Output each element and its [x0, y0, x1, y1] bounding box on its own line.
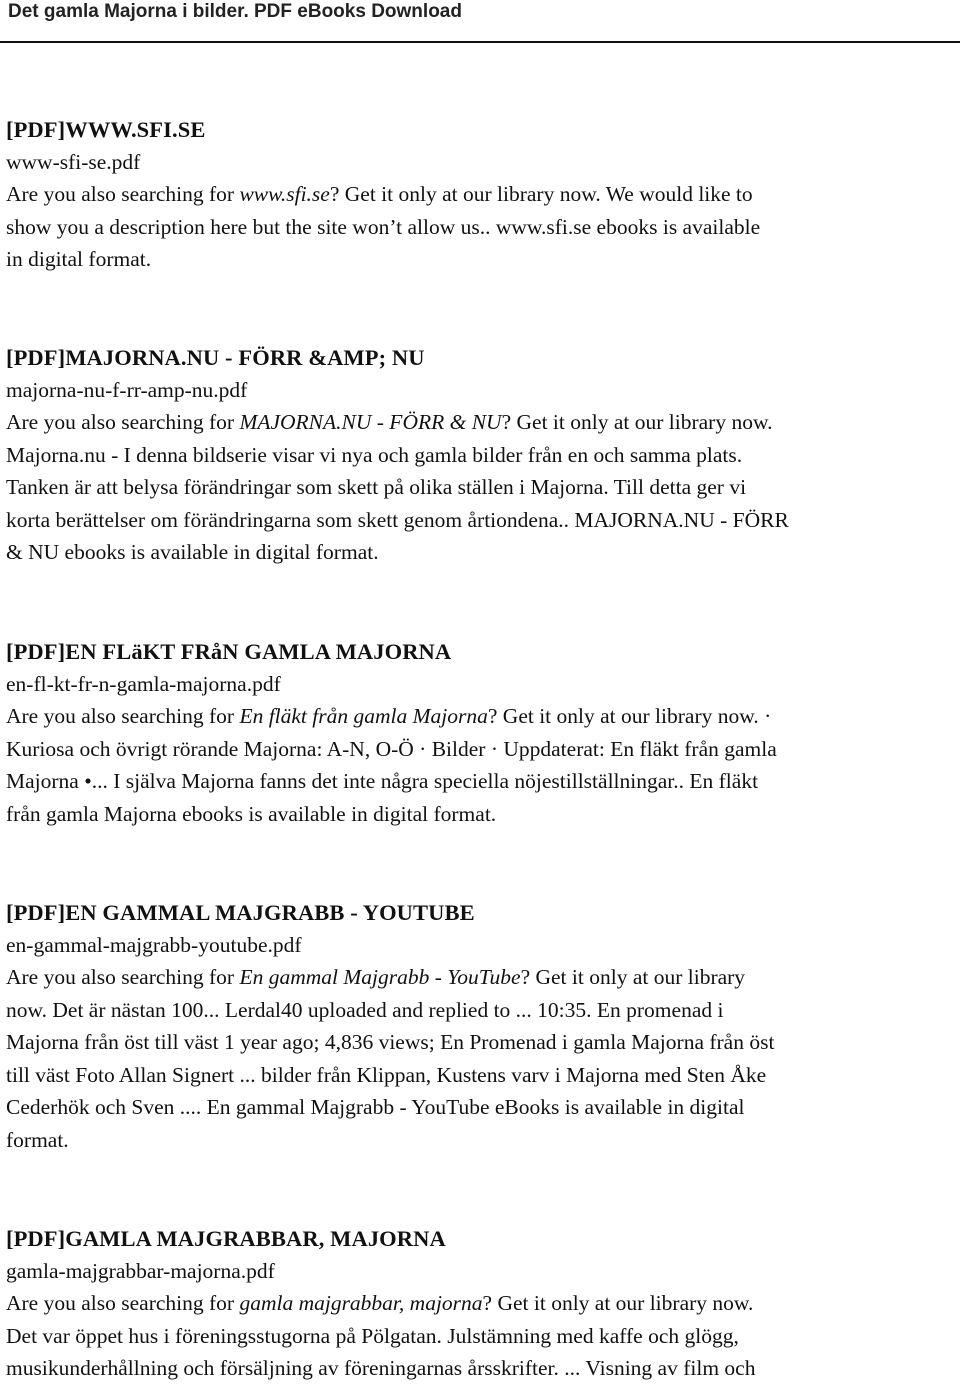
result-entry-en-gammal-majgrabb — [6, 897, 956, 1157]
result-entry-majorna-nu — [6, 342, 956, 569]
description-line: Kuriosa och övrigt rörande Majorna: A-N, O-Ö · Bilder · Uppdaterat: En fläkt från gamla — [6, 736, 777, 761]
description-line: musikunderhållning och försäljning av föreningarnas årsskrifter. ... Visning av film och — [6, 1356, 756, 1381]
description-line: now. Det är nästan 100... Lerdal40 uploaded and replied to ... 10:35. En promenad i — [6, 997, 724, 1022]
description-line: & NU ebooks is available in digital format. — [6, 540, 379, 565]
description-line: Det var öppet hus i föreningsstugorna på Pölgatan. Julstämning med kaffe och glögg, — [6, 1323, 739, 1348]
description-line: Are you also searching for En gammal Majgrabb - YouTube? Get it only at our library — [6, 965, 746, 989]
description-line: Majorna.nu - I denna bildserie visar vi nya och gamla bilder från en och samma plats. — [6, 442, 743, 467]
search-term: MAJORNA.NU - FÖRR & NU — [239, 410, 502, 434]
page-title: Det gamla Majorna i bilder. PDF eBooks Download — [8, 1, 462, 22]
description-line: till väst Foto Allan Signert ... bilder från Klippan, Kustens varv i Majorna med Sten Åke — [6, 1062, 767, 1087]
result-entry-gamla-majgrabbar — [6, 1223, 956, 1385]
result-title[interactable]: [PDF]EN FLäKT FRåN GAMLA MAJORNA — [6, 639, 452, 664]
description-line: Are you also searching for En fläkt från gamla Majorna? Get it only at our library now. · — [6, 704, 772, 728]
result-description — [6, 700, 956, 830]
description-line: Majorna •... I själva Majorna fanns det inte några speciella nöjestillställningar.. En fläkt — [6, 769, 759, 794]
description-line: Majorna från öst till väst 1 year ago; 4,836 views; En Promenad i gamla Majorna från öst — [6, 1030, 775, 1055]
page-header — [0, 0, 960, 25]
search-term: gamla majgrabbar, majorna — [239, 1291, 483, 1315]
result-filename: www-sfi-se.pdf — [6, 150, 141, 174]
result-title[interactable]: [PDF]GAMLA MAJGRABBAR, MAJORNA — [6, 1226, 446, 1251]
result-description — [6, 178, 956, 276]
result-title[interactable]: [PDF]EN GAMMAL MAJGRABB - YOUTUBE — [6, 900, 475, 925]
description-line: korta berättelser om förändringarna som skett genom årtiondena.. MAJORNA.NU - FÖRR — [6, 507, 789, 532]
result-title[interactable]: [PDF]WWW.SFI.SE — [6, 117, 206, 142]
description-line: från gamla Majorna ebooks is available in digital format. — [6, 801, 497, 826]
result-filename: en-fl-kt-fr-n-gamla-majorna.pdf — [6, 672, 281, 696]
result-entry-en-flakt — [6, 636, 956, 830]
description-line: Are you also searching for www.sfi.se? Get it only at our library now. We would like to — [6, 182, 753, 206]
header-divider — [0, 41, 960, 43]
search-term: En gammal Majgrabb - YouTube — [239, 965, 521, 989]
description-line: format. — [6, 1127, 69, 1152]
result-filename: majorna-nu-f-rr-amp-nu.pdf — [6, 378, 248, 402]
description-line: Are you also searching for MAJORNA.NU - FÖRR & NU? Get it only at our library now. — [6, 410, 773, 434]
description-line: Tanken är att belysa förändringar som skett på olika ställen i Majorna. Till detta ger vi — [6, 475, 747, 500]
result-description — [6, 406, 956, 569]
result-description — [6, 961, 956, 1157]
result-description — [6, 1287, 956, 1385]
result-title[interactable]: [PDF]MAJORNA.NU - FÖRR &AMP; NU — [6, 345, 425, 370]
description-line: Cederhök och Sven .... En gammal Majgrabb - YouTube eBooks is available in digital — [6, 1095, 745, 1120]
description-line: Are you also searching for gamla majgrabbar, majorna? Get it only at our library now. — [6, 1291, 754, 1315]
description-line: show you a description here but the site won’t allow us.. www.sfi.se ebooks is available — [6, 214, 761, 239]
search-term: www.sfi.se — [239, 182, 330, 206]
result-filename: gamla-majgrabbar-majorna.pdf — [6, 1259, 275, 1283]
search-term: En fläkt från gamla Majorna — [239, 704, 488, 728]
result-filename: en-gammal-majgrabb-youtube.pdf — [6, 933, 302, 957]
result-entry-www-sfi-se — [6, 114, 956, 276]
description-line: in digital format. — [6, 247, 152, 272]
